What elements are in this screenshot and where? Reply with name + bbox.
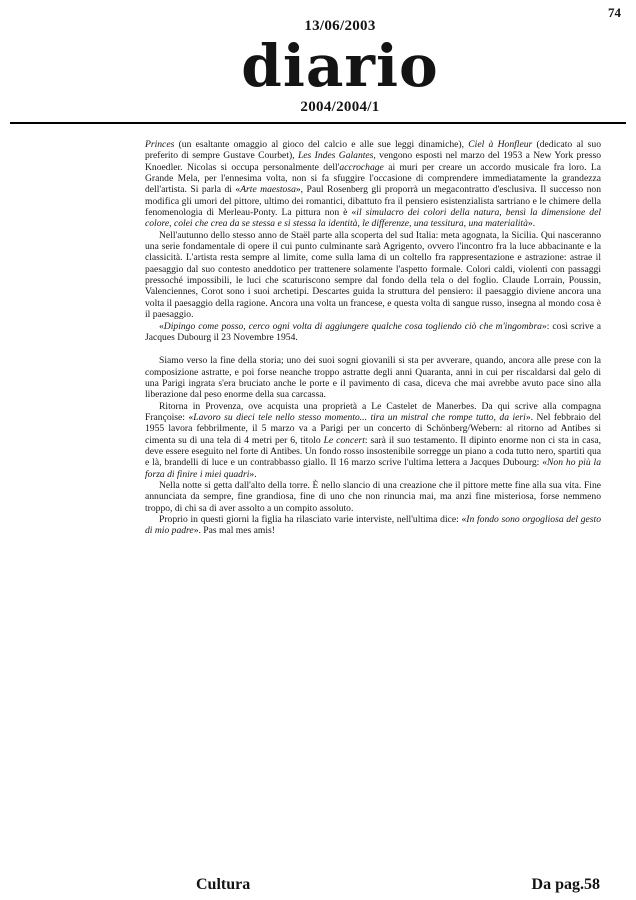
header-divider <box>10 122 626 124</box>
text-segment: : sarà il suo testamento. Il dipinto enorme non ci sta in casa, deve essere eseguito nel forte di Antibes. Un fondo rosso insostenibile sorregge un piano a coda tutto nero, spartiti qua e là, brandelli di luce e un contrabbasso giallo. Il 16 marzo scrive l'ultima lettera a Jacques Dubourg: « <box>145 434 601 469</box>
text-segment-italic: Arte maestosa <box>240 184 296 196</box>
text-segment: , vengono esposti nel marzo del 1953 a New York presso Knoedler. Nicolas si occupa personalmente dell' <box>145 150 602 173</box>
text-segment-italic: In fondo sono orgogliosa del gesto di mio padre <box>145 514 601 537</box>
masthead-logo: diario <box>241 32 439 100</box>
paragraph <box>145 480 601 514</box>
text-segment: Ritorna in Provenza, ove acquista una proprietà a Le Castelet de Manerbes. Da qui scrive alla compagna Françoise: « <box>145 400 601 423</box>
text-segment: ai muri per creare un accordo musicale fra loro. La Grande Mela, per l'ennesima volta, non si fa sfuggire l'occasione di comprendere immediatamente la grandezza dell'artista. Si parla di « <box>145 161 602 196</box>
text-segment-italic: Le concert <box>323 434 365 446</box>
text-segment-italic: Les Indes Galantes <box>297 150 374 162</box>
footer-section-label: Cultura <box>196 876 251 893</box>
text-segment: Proprio in questi giorni la figlia ha rilasciato varie interviste, nell'ultima dice: « <box>159 514 467 525</box>
paragraph <box>145 230 601 321</box>
masthead-date: 13/06/2003 <box>304 18 376 34</box>
text-segment: Nella notte si getta dall'alto della torre. È nello slancio di una creazione che il pittore mette fine alla sua vita. Fine annunciata da sempre, fine grandiosa, fine di uno che non rinuncia mai, ma anzi fine misteriosa, forse nemmeno troppo, di chi sa di aver assolto a un compito assoluto. <box>145 479 601 514</box>
masthead-issue: 2004/2004/1 <box>300 99 380 116</box>
paragraph <box>145 139 601 230</box>
text-segment: (dedicato al suo preferito di sempre Gustave Courbet), <box>145 139 602 162</box>
paragraph <box>145 401 601 480</box>
text-segment-italic: Princes <box>145 139 175 150</box>
text-segment: »: così scrive a Jacques Dubourg il 23 Novembre 1954. <box>145 320 602 343</box>
paragraph <box>145 355 601 400</box>
text-segment: « <box>159 320 164 332</box>
text-segment-italic: il simulacro dei colori della natura, bensì la dimensione del colore, colei che crea da se stessa e si stessa la identità, le differenze, una tessitura, una materialità <box>145 207 601 230</box>
text-segment: (un esaltante omaggio al gioco del calcio e alle sue leggi dinamiche), <box>174 139 469 150</box>
text-segment: Siamo verso la fine della storia; uno dei suoi sogni giovanili si sta per avverare, quando, ancora alle prese con la composizione astratte, e poi forse neanche troppo astratte degli anni Quaranta, anni in cui per riscaldarsi dal gelo di una Parigi ingrata s'era bruciato anche le porte e il pavimento di casa, diceva che mai avrebbe avuto pace sino alla liberazione dal peso enorme della sua carcassa. <box>145 355 601 401</box>
text-segment: ». <box>249 468 257 480</box>
text-segment: ». Nel febbraio del 1955 lavora febbrilmente, il 5 marzo va a Parigi per un concerto di Schönberg/Webern: al ritorno ad Antibes si cimenta su di una tela di 4 metri per 6, titolo <box>145 411 601 446</box>
text-segment: Nell'autunno dello stesso anno de Staël parte alla scoperta del sud Italia: meta agognata, la Sicilia. Qui nasceranno una serie fondamentale di opere il cui punto culminante sarà Agrigento, ovvero l'incontro fra la luce abbacinante e la classicità. L'artista resta sempre al limite, come sulla lama di un coltello fra rappresentazione e astrazione: astrae il paesaggio dal suo contesto aneddotico per trattenere solamente l'aspetto formale. Colori caldi, violenti con passaggi pressoché impossibili, le luci che scaturiscono sempre dal fondo della tela o del foglio. Claude Lorrain, Poussin, Valenciennes, Corot sono i suoi archetipi. Descartes guida la struttura del pensiero: il paesaggio diviene ancora una volta il paesaggio della ragione. Ancora una volta un francese, e questa volta di sangue russo, insegna al mondo cosa è il paesaggio. <box>145 229 601 321</box>
text-segment-italic: Lavoro su dieci tele nello stesso momento... tira un mistral che rompe tutto, da ieri <box>193 411 526 423</box>
paragraph <box>145 321 601 344</box>
text-segment-italic: Non ho più la forza di finire i miei quadri <box>145 457 601 480</box>
article-body <box>145 139 601 537</box>
masthead-inner <box>241 18 438 116</box>
text-segment-italic: accrochage <box>339 161 384 173</box>
text-segment: ». Pas mal mes amis! <box>193 525 275 537</box>
masthead <box>0 18 636 116</box>
text-segment-italic: Dipingo come posso, cerco ogni volta di aggiungere qualche cosa togliendo ciò che m'ingombra <box>163 320 542 332</box>
page-number: 74 <box>608 5 621 20</box>
text-segment: ». <box>527 218 536 230</box>
text-segment-italic: Ciel à Honfleur <box>468 139 533 150</box>
text-segment: », Paul Rosenberg gli proporrà un megacontratto d'esclusiva. Il successo non modifica gli umori del pittore, ultimo dei romantici, dibattuto fra il pensiero esistenzialista sartriano e le chimere della fenomenologia di Merleau-Ponty. La pittura non è « <box>145 184 601 219</box>
paragraph <box>145 514 601 537</box>
footer-from-page: Da pag.58 <box>531 876 600 893</box>
